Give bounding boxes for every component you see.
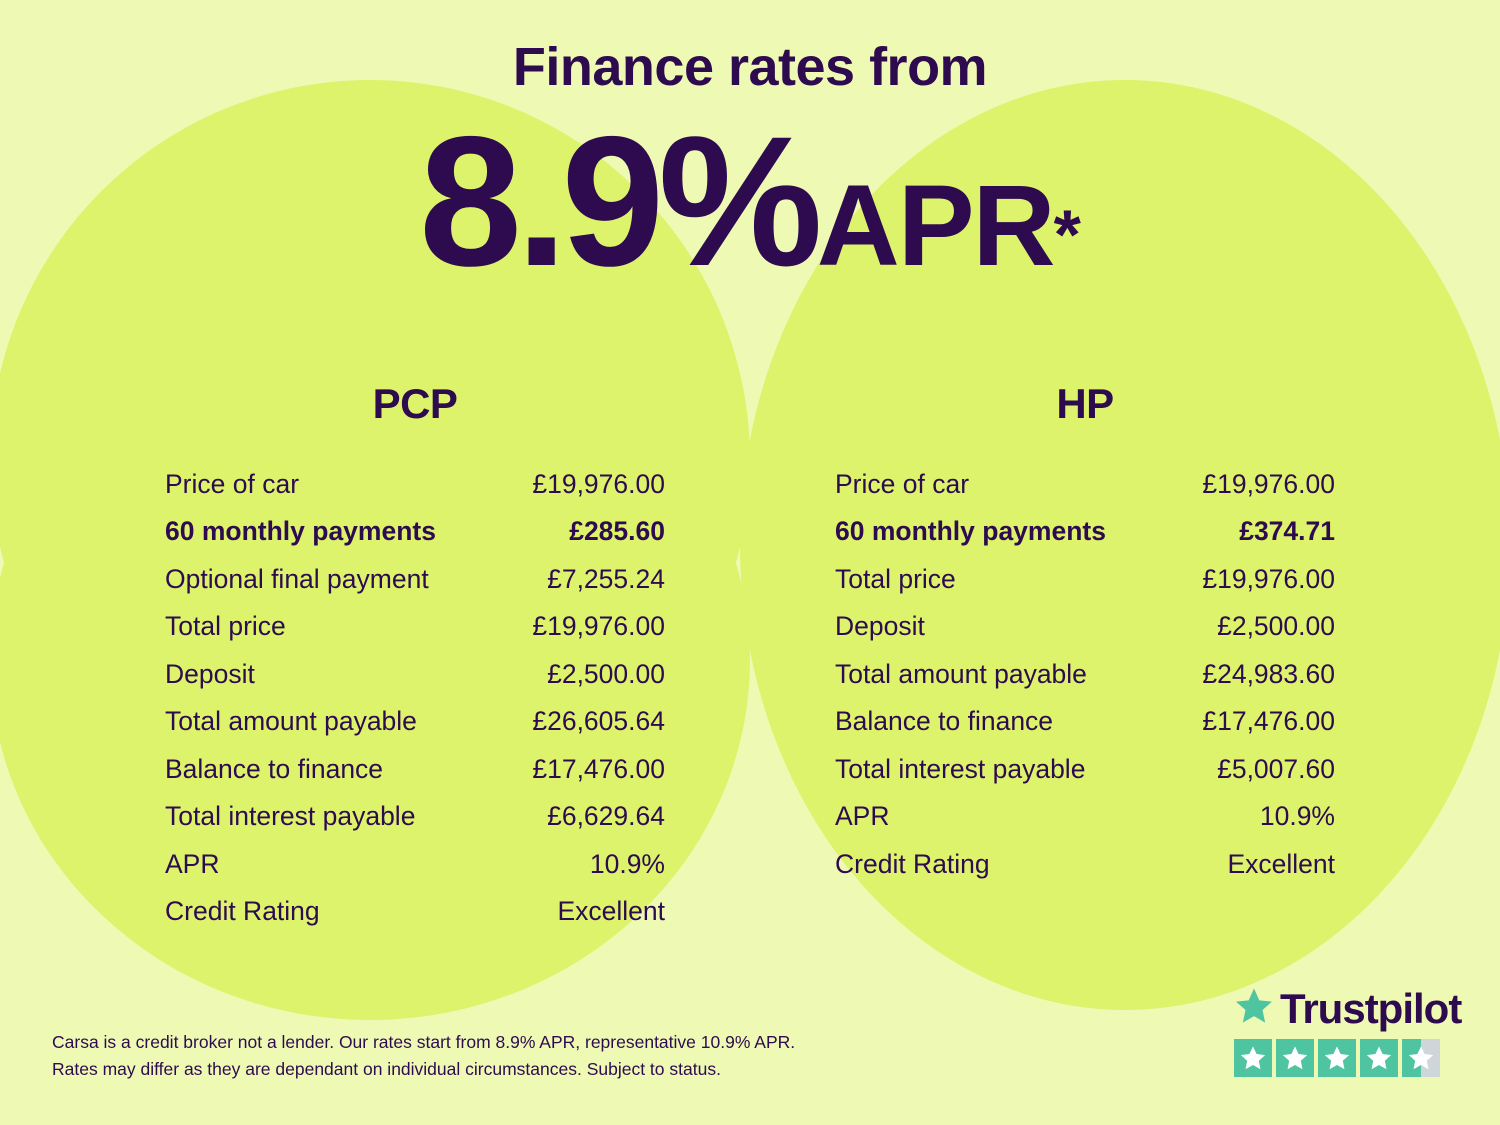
row-label: Deposit [835,611,925,641]
row-value: £17,476.00 [532,753,665,784]
trustpilot-wordmark: Trustpilot [1280,984,1462,1032]
table-row [165,650,665,698]
row-label: Total amount payable [835,658,1087,689]
row-label: Balance to finance [835,706,1054,736]
trustpilot-star-icon [1234,986,1274,1031]
table-row [835,745,1335,793]
row-value: Excellent [557,896,665,926]
table-row [165,555,665,603]
finance-table-hp-title: HP [1056,380,1114,427]
row-value: £19,976.00 [532,611,665,641]
page-title: Finance rates from [512,37,988,97]
table-row [165,745,665,793]
trustpilot-rating [1234,984,1462,1077]
row-value: £24,983.60 [1202,658,1335,689]
row-value: £6,629.64 [547,801,665,831]
table-row [835,460,1335,508]
table-row [165,698,665,746]
row-value: Excellent [1227,848,1335,879]
row-value: £17,476.00 [1202,706,1335,736]
row-value: £2,500.00 [1217,611,1335,641]
row-value: £2,500.00 [547,658,665,689]
row-value: £19,976.00 [1202,563,1335,594]
table-row [835,650,1335,698]
table-row [835,555,1335,603]
row-label: Deposit [165,658,255,689]
row-label: APR [165,848,220,879]
row-label: Total price [835,563,956,594]
finance-tables [0,380,1500,935]
row-label: Total amount payable [165,706,417,736]
row-value: 10.9% [589,848,665,879]
star-icon [1276,1039,1314,1077]
apr-headline [0,99,1500,305]
table-row [165,888,665,936]
table-row [835,603,1335,651]
apr-rate: 8.9% [419,99,817,305]
row-value: £7,255.24 [547,563,665,594]
table-row [165,793,665,841]
disclaimer-line-1: Carsa is a credit broker not a lender. Our rates start from 8.9% APR, representative 10.9% APR. [52,1031,796,1052]
disclaimer-line-2: Rates may differ as they are dependant on individual circumstances. Subject to status. [52,1058,721,1079]
star-icon [1360,1039,1398,1077]
apr-word: APR [816,162,1054,290]
disclaimer [52,1029,795,1083]
apr-asterisk: * [1053,195,1081,274]
row-label: Total interest payable [835,753,1086,784]
table-row [835,698,1335,746]
row-label: Credit Rating [835,848,990,879]
table-row [165,840,665,888]
row-label: Balance to finance [165,753,384,784]
row-value: £19,976.00 [532,468,665,499]
finance-table-pcp-title: PCP [372,380,458,427]
row-value: £19,976.00 [1202,468,1335,499]
table-row [165,508,665,556]
row-label: 60 monthly payments [165,516,436,546]
half-star-icon [1402,1039,1440,1077]
row-label: Price of car [165,468,300,499]
table-row [835,840,1335,888]
row-label: Optional final payment [165,563,429,594]
table-row [835,793,1335,841]
row-value: £5,007.60 [1217,753,1335,784]
row-label: Total interest payable [165,801,416,831]
star-icon [1234,1039,1272,1077]
row-label: Total price [165,611,286,641]
finance-table-hp [750,380,1420,935]
finance-table-pcp [80,380,750,935]
row-label: Price of car [835,468,970,499]
table-row [165,460,665,508]
table-row [835,508,1335,556]
table-row [165,603,665,651]
row-value: £26,605.64 [532,706,665,736]
row-value: 10.9% [1259,801,1335,831]
trustpilot-stars [1234,1039,1450,1077]
row-label: APR [835,801,890,831]
row-value: £374.71 [1239,516,1335,546]
row-label: Credit Rating [165,896,320,926]
row-label: 60 monthly payments [835,516,1106,546]
star-icon [1318,1039,1356,1077]
row-value: £285.60 [569,516,665,546]
